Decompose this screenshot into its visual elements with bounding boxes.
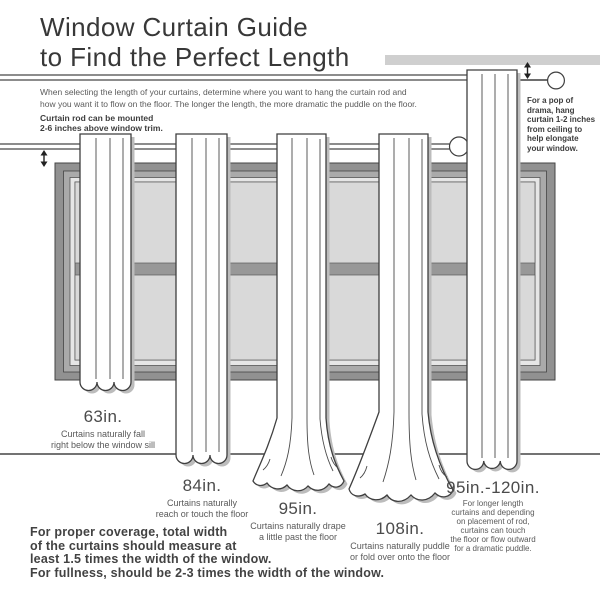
intro-line2: how you want it to flow on the floor. The longer the length, the more dramatic the puddle on the floor. xyxy=(40,98,417,109)
length-label-95-120in xyxy=(423,478,563,553)
rod-finial-upper xyxy=(548,72,565,89)
length-desc-line: Curtains naturally fall xyxy=(60,429,146,439)
length-value: 108in. xyxy=(375,519,425,538)
length-desc-line: Curtains naturally drape xyxy=(250,521,346,531)
length-value: 95in. xyxy=(278,499,318,518)
mount-height-arrow-icon xyxy=(41,150,48,167)
page-title-line2: to Find the Perfect Length xyxy=(40,42,350,72)
ceiling-gap-arrow-icon xyxy=(524,62,531,79)
length-desc-line: a little past the floor xyxy=(258,531,338,542)
coverage-note-line3: least 1.5 times the width of the window. xyxy=(30,552,272,567)
rod-mount-note-line1: Curtain rod can be mounted xyxy=(40,113,154,123)
rod-finial-main xyxy=(450,137,469,156)
ceiling-hang-note-line: drama, hang xyxy=(527,105,575,115)
page-title-line1: Window Curtain Guide xyxy=(40,12,309,42)
length-desc-line: on placement of rod, xyxy=(456,516,530,526)
length-value: 95in.-120in. xyxy=(446,478,540,497)
length-desc-line: the floor or flow outward xyxy=(450,534,536,544)
curtain-63in xyxy=(80,134,135,394)
ceiling-hang-note-line: from ceiling to xyxy=(527,124,583,134)
intro-line1: When selecting the length of your curtains, determine where you want to hang the curtain rod and xyxy=(40,87,407,97)
ceiling-hang-note-line: For a pop of xyxy=(527,96,574,105)
coverage-note-line4: For fullness, should be 2-3 times the width of the window. xyxy=(30,565,385,580)
length-value: 63in. xyxy=(83,407,123,426)
length-value: 84in. xyxy=(182,476,222,495)
length-desc-line: right below the window sill xyxy=(50,439,156,450)
ceiling-hang-note-line: your window. xyxy=(527,143,578,153)
length-desc-line: or fold over onto the floor xyxy=(349,551,451,562)
curtain-84in xyxy=(176,134,231,467)
ceiling-hang-note-line: curtain 1-2 inches xyxy=(527,115,596,125)
curtain-rod-upper xyxy=(0,75,469,80)
length-desc-line: Curtains naturally puddle xyxy=(350,541,450,551)
length-desc-line: curtains can touch xyxy=(460,525,526,535)
length-desc-line: For longer length xyxy=(462,499,524,508)
length-desc-line: reach or touch the floor xyxy=(155,508,249,519)
length-label-63in xyxy=(33,407,173,450)
length-desc-line: for a dramatic puddle. xyxy=(454,543,532,553)
coverage-note-line1: For proper coverage, total width xyxy=(30,525,228,539)
coverage-note xyxy=(30,526,384,580)
rod-mount-note-line2: 2-6 inches above window trim. xyxy=(40,123,163,133)
ceiling-hang-note-line: help elongate xyxy=(527,134,579,144)
length-desc-line: Curtains naturally xyxy=(166,498,238,508)
length-desc-line: curtains and depending xyxy=(451,507,535,517)
curtain-95-120in xyxy=(467,70,521,472)
coverage-note-line2: of the curtains should measure at xyxy=(30,538,237,553)
